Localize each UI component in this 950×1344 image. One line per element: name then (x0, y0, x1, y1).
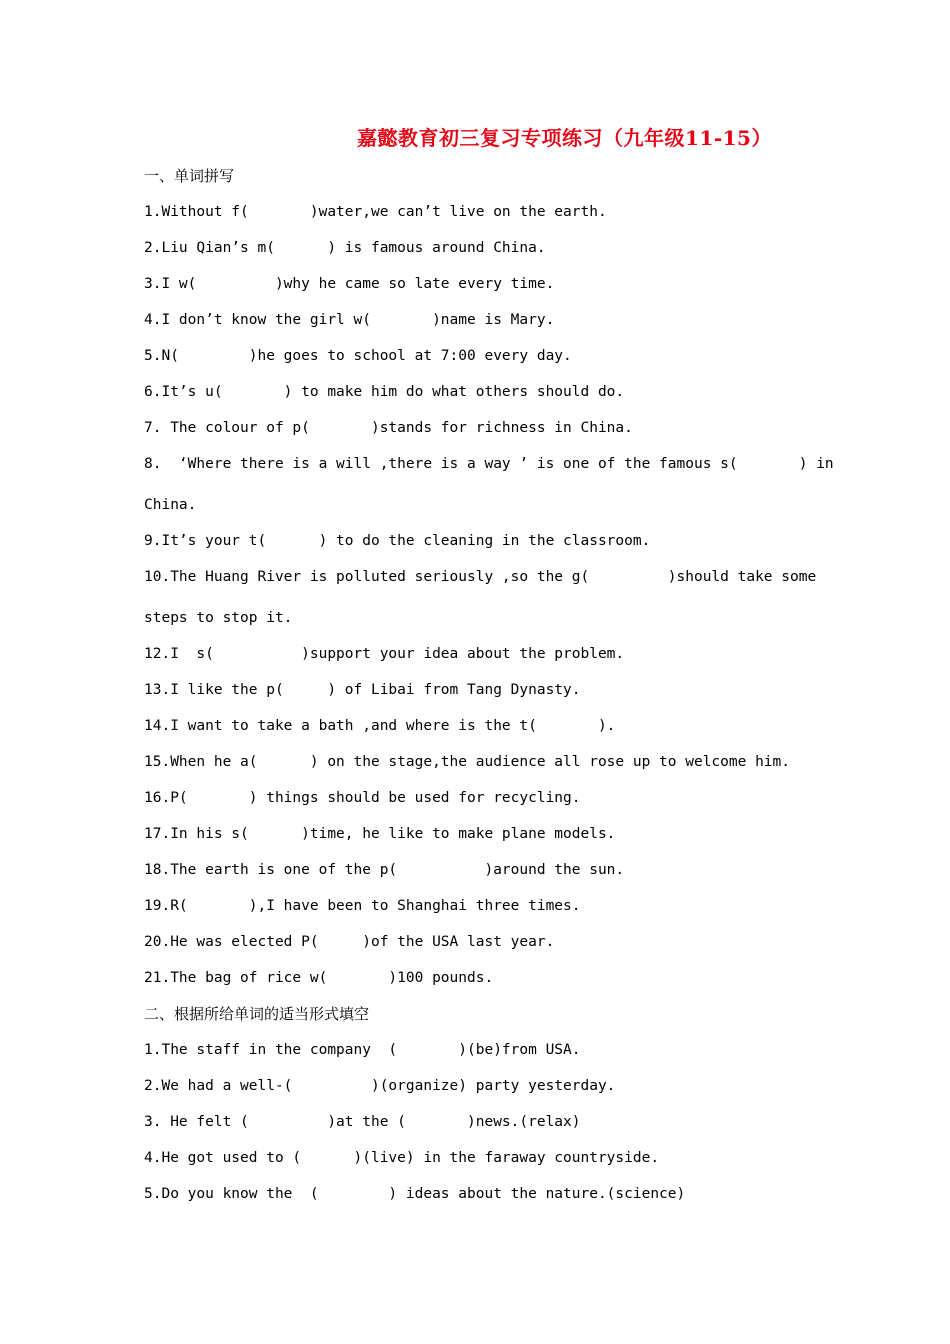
exercise-body (144, 164, 834, 1218)
exercise-item: 15.When he a( ) on the stage,the audience all rose up to welcome him. (144, 754, 791, 770)
exercise-item: 2.We had a well-( )(organize) party yesterday. (144, 1078, 616, 1094)
exercise-item: 18.The earth is one of the p( )around the sun. (144, 862, 625, 878)
exercise-item: 19.R( ),I have been to Shanghai three times. (144, 898, 581, 914)
exercise-item: 3.I w( )why he came so late every time. (144, 276, 555, 292)
exercise-item: 8. ‘Where there is a will ,there is a way ’ is one of the famous s( ) in (144, 456, 834, 472)
exercise-item-continuation: steps to stop it. (144, 610, 293, 626)
exercise-item: 4.He got used to ( )(live) in the faraway countryside. (144, 1150, 660, 1166)
exercise-item: 13.I like the p( ) of Libai from Tang Dynasty. (144, 682, 581, 698)
exercise-item: 20.He was elected P( )of the USA last year. (144, 934, 555, 950)
exercise-item: 21.The bag of rice w( )100 pounds. (144, 970, 494, 986)
exercise-item: 1.The staff in the company ( )(be)from USA. (144, 1042, 581, 1058)
exercise-item: 14.I want to take a bath ,and where is the t( ). (144, 718, 616, 734)
exercise-item: 17.In his s( )time, he like to make plane models. (144, 826, 616, 842)
section-heading: 二、根据所给单词的适当形式填空 (144, 1005, 370, 1023)
exercise-item: 1.Without f( )water,we can’t live on the earth. (144, 204, 607, 220)
exercise-item-continuation: China. (144, 497, 197, 513)
exercise-item: 6.It’s u( ) to make him do what others should do. (144, 384, 625, 400)
exercise-item: 7. The colour of p( )stands for richness in China. (144, 420, 633, 436)
exercise-item: 16.P( ) things should be used for recycling. (144, 790, 581, 806)
exercise-item: 10.The Huang River is polluted seriously ,so the g( )should take some (144, 569, 817, 585)
exercise-item: 2.Liu Qian’s m( ) is famous around China. (144, 240, 546, 256)
exercise-item: 3. He felt ( )at the ( )news.(relax) (144, 1114, 581, 1130)
page-title: 嘉懿教育初三复习专项练习（九年级11-15） (357, 126, 772, 150)
exercise-item: 5.N( )he goes to school at 7:00 every day. (144, 348, 572, 364)
exercise-item: 5.Do you know the ( ) ideas about the nature.(science) (144, 1186, 686, 1202)
exercise-item: 12.I s( )support your idea about the problem. (144, 646, 625, 662)
exercise-item: 4.I don’t know the girl w( )name is Mary. (144, 312, 555, 328)
exercise-item: 9.It’s your t( ) to do the cleaning in the classroom. (144, 533, 651, 549)
section-heading: 一、单词拼写 (144, 167, 235, 185)
